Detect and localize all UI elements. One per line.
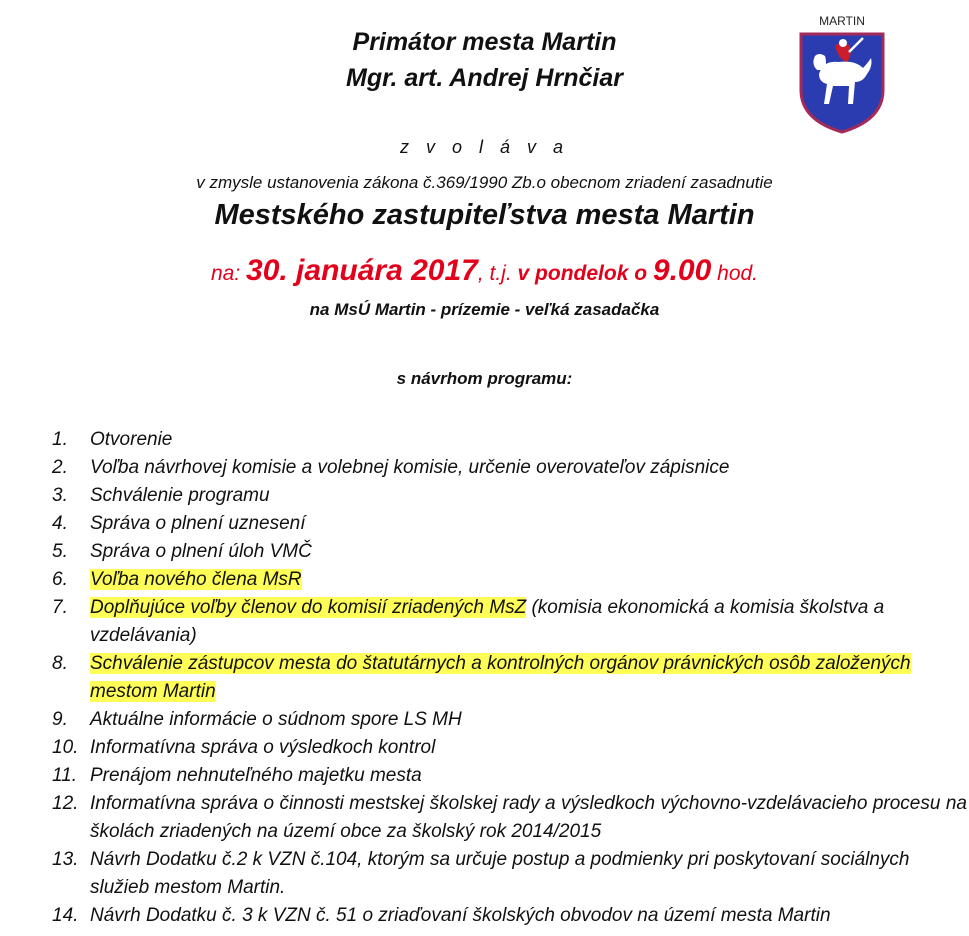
highlighted-text: Schválenie zástupcov mesta do štatutárnych a kontrolných orgánov právnických osôb založených mestom Martin: [90, 653, 911, 702]
crest-label: MARTIN: [819, 14, 865, 28]
agenda-list: [52, 426, 967, 930]
law-reference: v zmysle ustanovenia zákona č.369/1990 Zb.o obecnom zriadení zasadnutie: [196, 173, 773, 192]
agenda-item: 3. Schválenie programu: [52, 485, 270, 506]
program-heading: s návrhom programu:: [396, 369, 573, 388]
convocation-verb: z v o l á v a: [399, 137, 570, 157]
agenda-item: 7. Doplňujúce voľby členov do komisií zriadených MsZ (komisia ekonomická a komisia školstva a vzdelávania): [52, 597, 885, 646]
highlighted-text: Doplňujúce voľby členov do komisií zriadených MsZ: [90, 597, 527, 618]
time-suffix: hod.: [717, 262, 759, 285]
meeting-date: 30. januára 2017: [246, 254, 478, 287]
agenda-item: 9. Aktuálne informácie o súdnom spore LS MH: [52, 709, 462, 730]
agenda-item: 2. Voľba návrhovej komisie a volebnej komisie, určenie overovateľov zápisnice: [52, 457, 730, 478]
highlighted-text: Voľba nového člena MsR: [90, 569, 302, 590]
meeting-time: 9.00: [652, 254, 712, 287]
agenda-item: 12. Informatívna správa o činnosti mestskej školskej rady a výsledkoch výchovno-vzdelávacieho procesu na školách zriadených na území obce za školský rok 2014/2015: [52, 793, 967, 842]
agenda-item: 8. Schválenie zástupcov mesta do štatutárnych a kontrolných orgánov právnických osôb založených mestom Martin: [52, 653, 911, 702]
date-line: [0, 254, 969, 288]
agenda-item: 10. Informatívna správa o výsledkoch kontrol: [52, 737, 436, 758]
agenda-item: 1. Otvorenie: [52, 429, 173, 450]
meeting-day: v pondelok: [517, 262, 629, 285]
mayor-name: Mgr. art. Andrej Hrnčiar: [346, 64, 623, 92]
martin-coat-of-arms: [797, 12, 887, 134]
council-name: Mestského zastupiteľstva mesta Martin: [214, 199, 755, 231]
agenda-item: 6. Voľba nového člena MsR: [52, 569, 302, 590]
mayor-title: Primátor mesta Martin: [352, 28, 617, 56]
agenda-item: 13. Návrh Dodatku č.2 k VZN č.104, ktorým sa určuje postup a podmienky pri poskytovaní sociálnych služieb mestom Martin.: [52, 849, 910, 898]
agenda-item: 14. Návrh Dodatku č. 3 k VZN č. 51 o zriaďovaní školských obvodov na území mesta Martin: [52, 905, 831, 926]
agenda-item: 5. Správa o plnení úloh VMČ: [52, 541, 312, 562]
date-mid: , t.j.: [477, 262, 512, 285]
time-prefix: o: [634, 262, 648, 285]
date-prefix: na:: [210, 262, 241, 285]
meeting-place: na MsÚ Martin - prízemie - veľká zasadačka: [309, 300, 660, 319]
agenda-item: 4. Správa o plnení uznesení: [52, 513, 306, 534]
agenda-item: 11. Prenájom nehnuteľného majetku mesta: [52, 765, 422, 786]
